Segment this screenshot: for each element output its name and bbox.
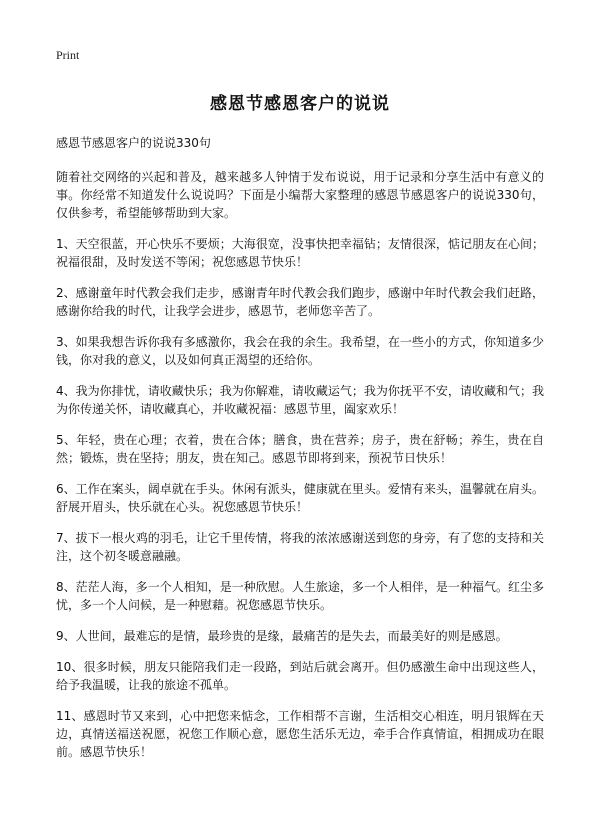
list-item: 11、感恩时节又来到，心中把您来惦念，工作相帮不言谢，生活相交心相连，明月银辉在天边，真情送福送祝愿，祝您工作顺心意，愿您生活乐无边，牵手合作真情谊，相拥成功在眼前。感恩节快乐！ bbox=[56, 709, 544, 759]
list-item: 1、天空很蓝，开心快乐不要烦；大海很宽，没事快把幸福钻；友情很深，惦记朋友在心间；祝福很甜，及时发送不等闲；祝您感恩节快乐！ bbox=[56, 237, 544, 269]
document-subtitle: 感恩节感恩客户的说说330句 bbox=[56, 136, 211, 150]
list-item: 2、感谢童年时代教会我们走步，感谢青年时代教会我们跑步，感谢中年时代教会我们赶路，感谢你给我的时代，让我学会进步，感恩节，老师您辛苦了。 bbox=[56, 286, 544, 318]
intro-paragraph: 随着社交网络的兴起和普及，越来越多人钟情于发布说说，用于记录和分享生活中有意义的事。你经常不知道发什么说说吗？下面是小编帮大家整理的感恩节感恩客户的说说330句，仅供参考，希望能够帮助到大家。 bbox=[56, 170, 544, 220]
list-item: 9、人世间，最难忘的是情，最珍贵的是缘，最痛苦的是失去，而最美好的则是感恩。 bbox=[56, 629, 508, 643]
list-item: 6、工作在案头，阔卓就在手头。休闲有派头，健康就在里头。爱情有来头，温馨就在肩头。舒展开眉头，快乐就在心头。祝您感恩节快乐！ bbox=[56, 482, 544, 514]
list-item: 10、很多时候，朋友只能陪我们走一段路，到站后就会离开。但仍感激生命中出现这些人，给予我温暖，让我的旅途不孤单。 bbox=[56, 660, 544, 692]
list-item: 7、拔下一根火鸡的羽毛，让它千里传情，将我的浓浓感谢送到您的身旁，有了您的支持和关注，这个初冬暖意融融。 bbox=[56, 531, 544, 563]
print-link[interactable]: Print bbox=[56, 48, 80, 62]
list-item: 3、如果我想告诉你我有多感激你，我会在我的余生。我希望，在一些小的方式，你知道多少钱，你对我的意义，以及如何真正渴望的还给你。 bbox=[56, 335, 544, 367]
list-item: 8、茫茫人海，多一个人相知，是一种欣慰。人生旅途，多一个人相伴，是一种福气。红尘多忧，多一个人问候，是一种慰藉。祝您感恩节快乐。 bbox=[56, 580, 544, 612]
list-item: 5、年轻，贵在心理；衣着，贵在合体；膳食，贵在营养；房子，贵在舒畅；养生，贵在自然；锻炼，贵在坚持；朋友，贵在知己。感恩节即将到来，预祝节日快乐！ bbox=[56, 433, 544, 465]
page-title: 感恩节感恩客户的说说 bbox=[210, 94, 390, 114]
list-item: 4、我为你排忧，请收藏快乐；我为你解难，请收藏运气；我为你抚平不安，请收藏和气；我为你传递关怀，请收藏真心，并收藏祝福：感恩节里，阖家欢乐！ bbox=[56, 384, 544, 416]
